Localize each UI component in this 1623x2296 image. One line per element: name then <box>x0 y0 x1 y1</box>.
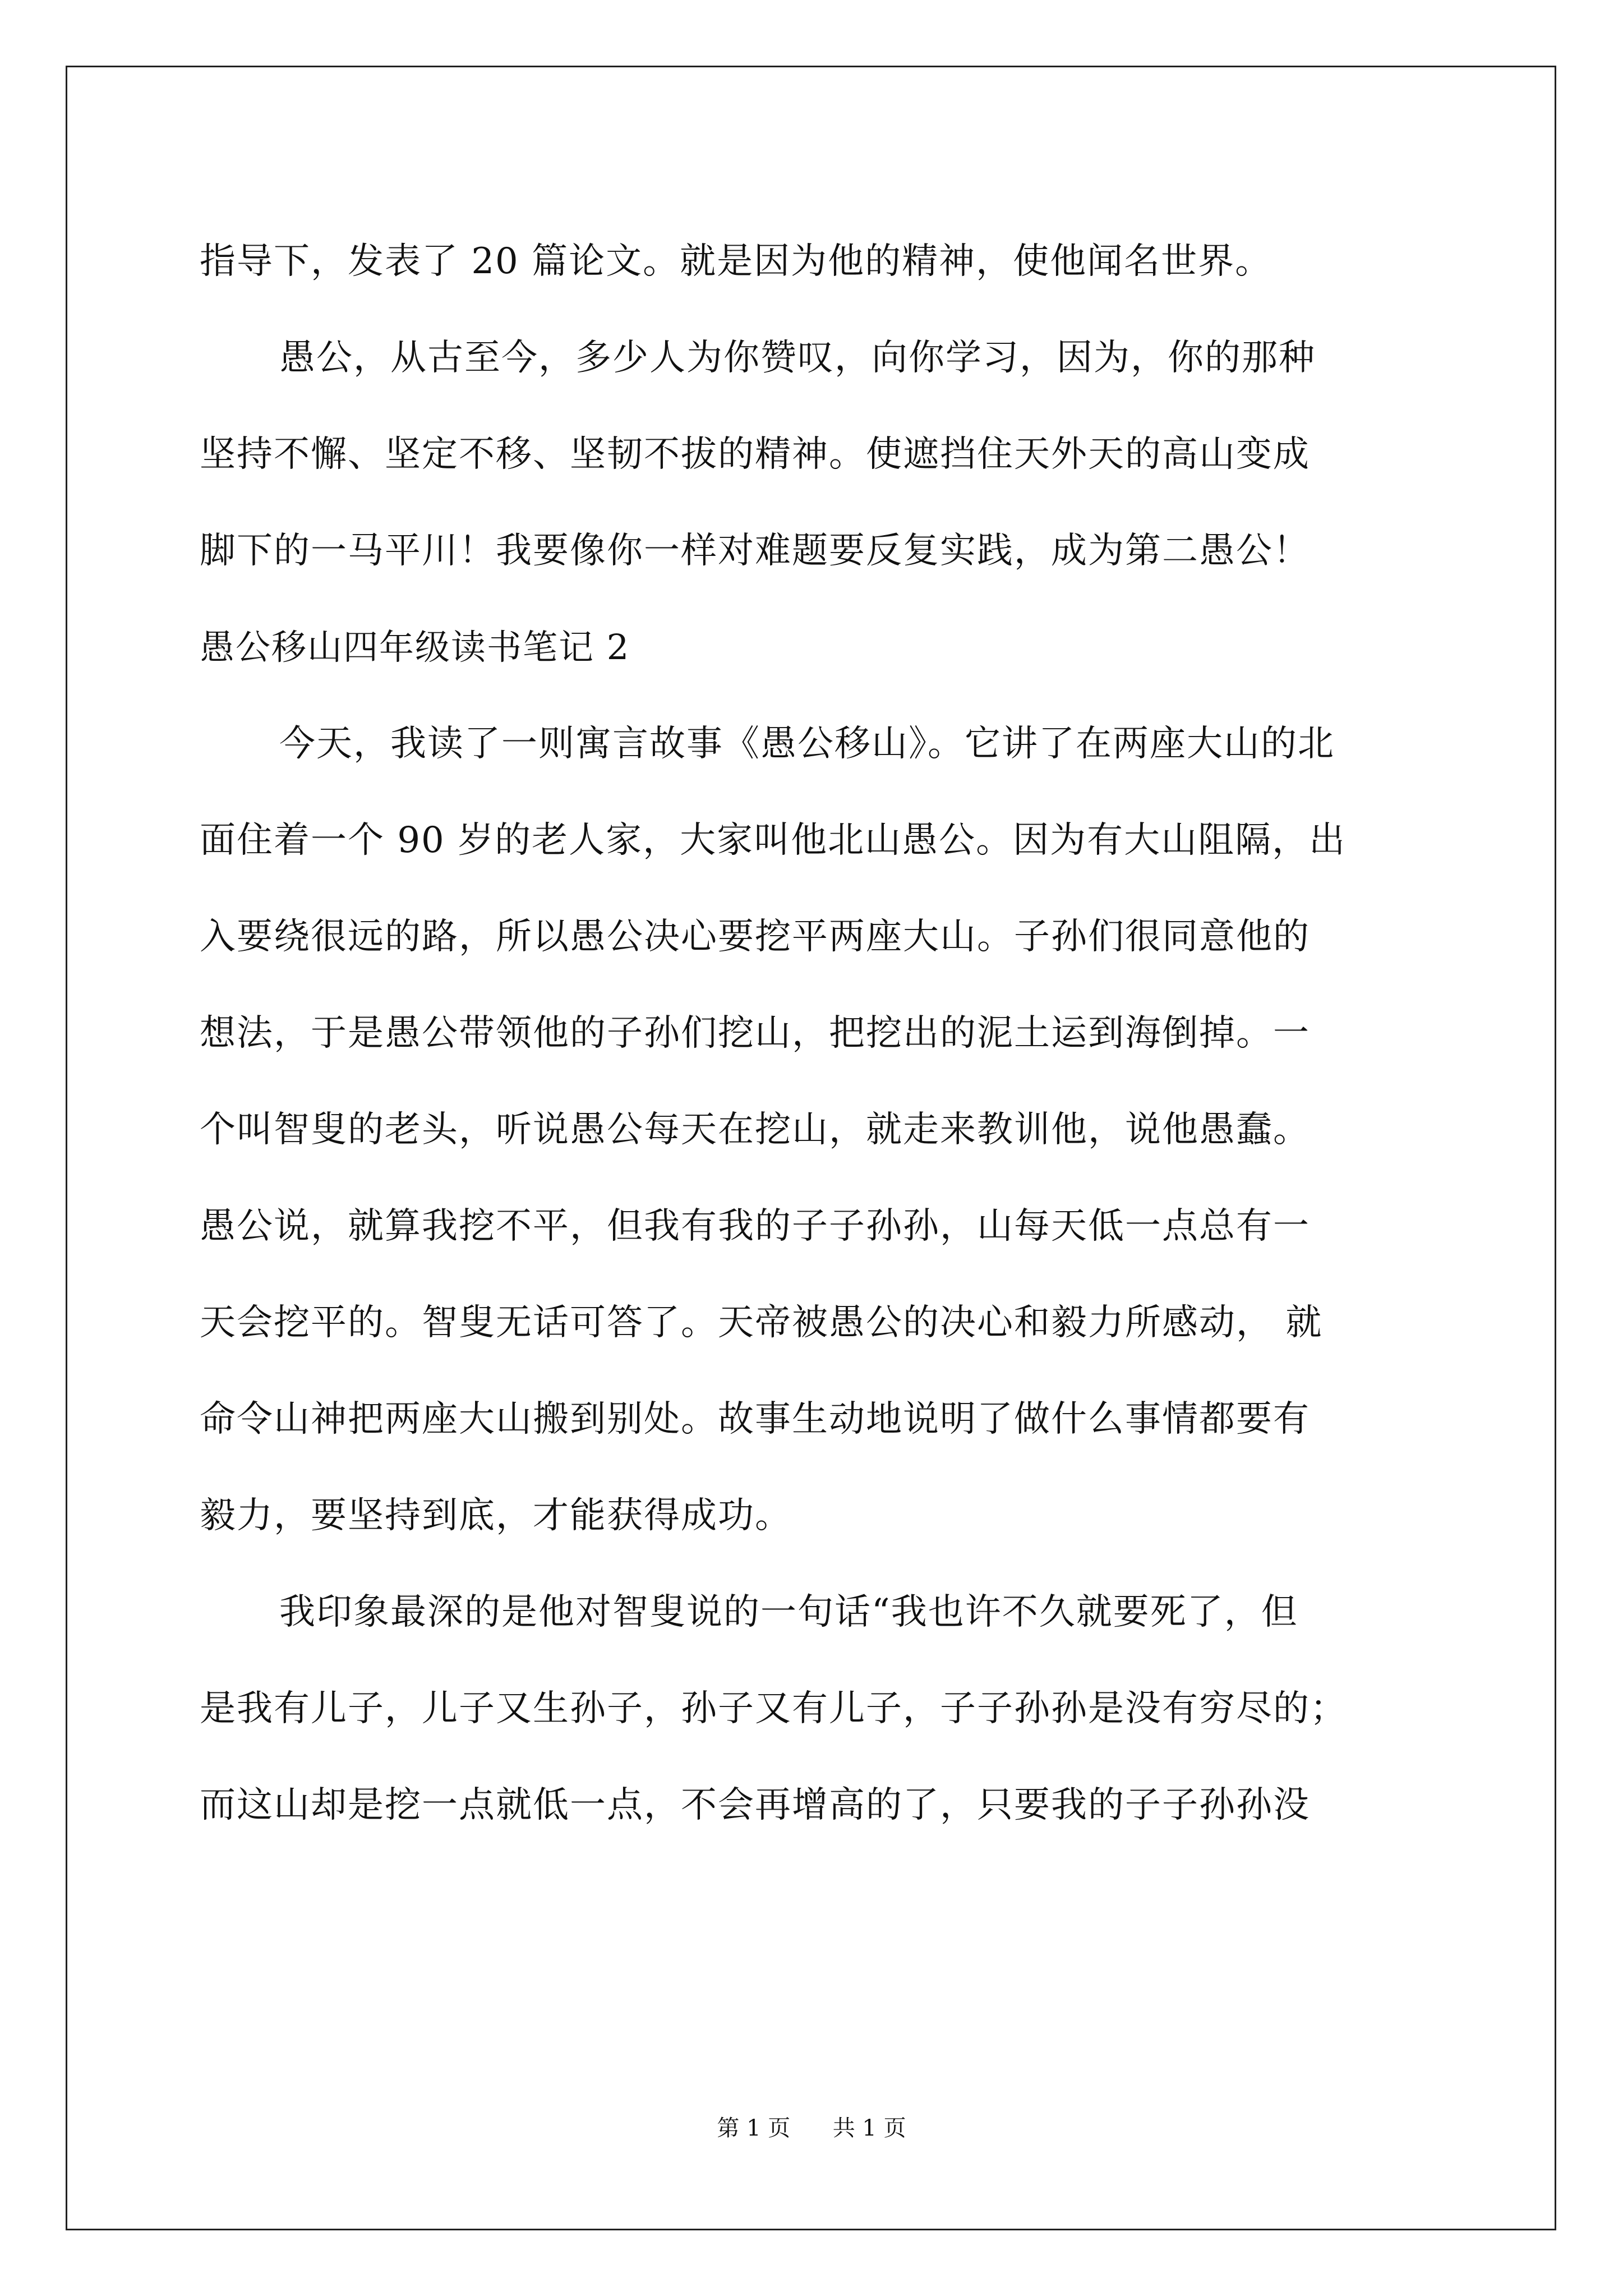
text-line: 指导下，发表了 20 篇论文。就是因为他的精神，使他闻名世界。 <box>200 241 1272 282</box>
text-line: 想法，于是愚公带领他的子孙们挖山，把挖出的泥土运到海倒掉。一 <box>200 1013 1310 1054</box>
document-body <box>200 213 1428 1853</box>
page-footer <box>0 2111 1623 2145</box>
paragraph-start-line: 我印象最深的是他对智叟说的一句话“我也许不久就要死了，但 <box>279 1591 1298 1633</box>
text-line: 天会挖平的。智叟无话可答了。天帝被愚公的决心和毅力所感动， 就 <box>200 1302 1323 1343</box>
text-line: 命令山神把两座大山搬到别处。故事生动地说明了做什么事情都要有 <box>200 1398 1310 1440</box>
text-line: 毅力，要坚持到底，才能获得成功。 <box>200 1495 792 1536</box>
section-heading: 愚公移山四年级读书笔记 2 <box>200 627 630 668</box>
text-line: 愚公说，就算我挖不平，但我有我的子子孙孙，山每天低一点总有一 <box>200 1205 1310 1247</box>
page-total: 共 1 页 <box>832 2115 906 2141</box>
text-line: 坚持不懈、坚定不移、坚韧不拔的精神。使遮挡住天外天的高山变成 <box>200 434 1310 475</box>
page-number: 第 1 页 <box>717 2115 791 2141</box>
text-line: 入要绕很远的路，所以愚公决心要挖平两座大山。子孙们很同意他的 <box>200 916 1310 958</box>
text-line: 面住着一个 90 岁的老人家，大家叫他北山愚公。因为有大山阻隔，出 <box>200 820 1347 861</box>
text-line: 是我有儿子，儿子又生孙子，孙子又有儿子，子子孙孙是没有穷尽的； <box>200 1688 1347 1729</box>
paragraph-start-line: 愚公，从古至今，多少人为你赞叹，向你学习，因为，你的那种 <box>279 337 1316 379</box>
text-line: 而这山却是挖一点就低一点，不会再增高的了，只要我的子子孙孙没 <box>200 1784 1310 1826</box>
text-line: 脚下的一马平川！我要像你一样对难题要反复实践，成为第二愚公！ <box>200 530 1310 572</box>
text-line: 个叫智叟的老头，听说愚公每天在挖山，就走来教训他，说他愚蠢。 <box>200 1109 1310 1151</box>
paragraph-start-line: 今天，我读了一则寓言故事《愚公移山》。它讲了在两座大山的北 <box>279 723 1335 765</box>
